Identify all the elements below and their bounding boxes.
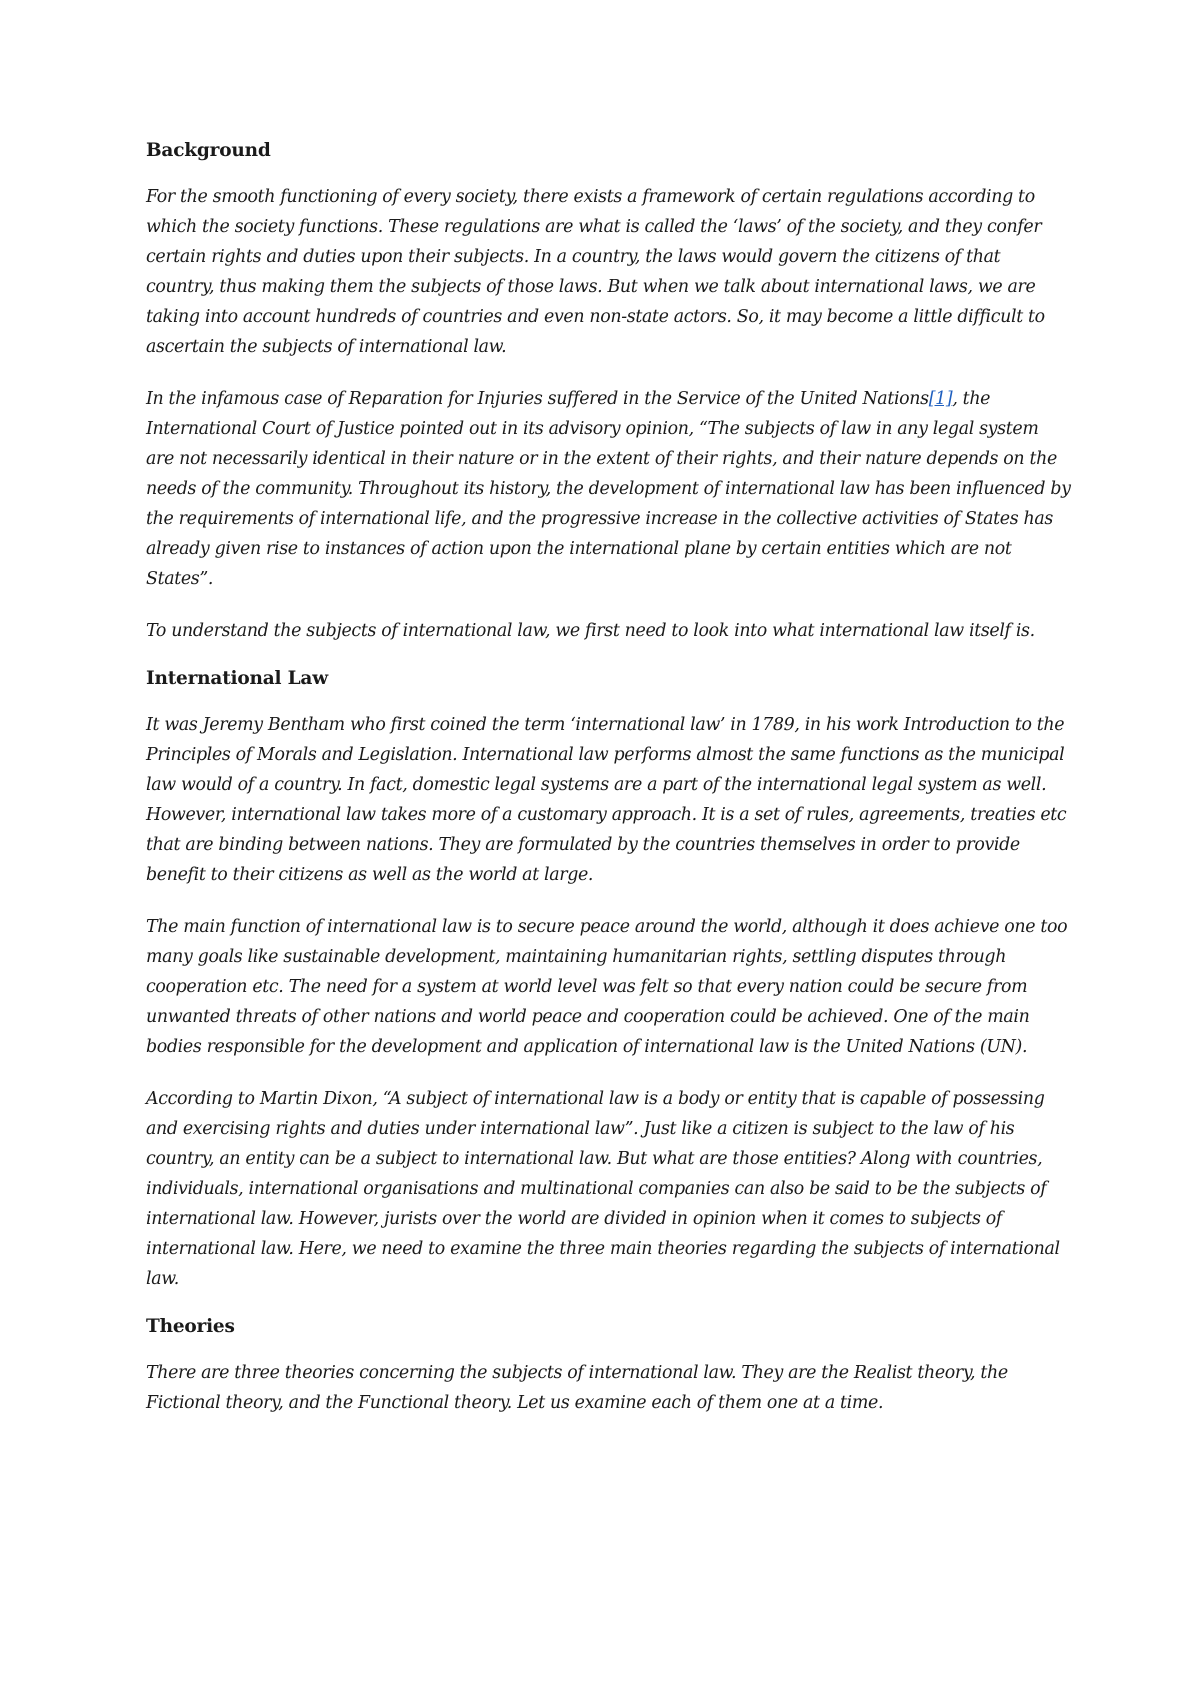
- paragraph-text: In the infamous case of Reparation for Injuries suffered in the Service of the United Nations: [146, 389, 929, 409]
- section-heading-theories: Theories: [146, 1316, 235, 1337]
- document-page: [146, 140, 1071, 1440]
- paragraph-background-1: For the smooth functioning of every society, there exists a framework of certain regulations according to which the society functions. These regulations are what is called the ‘laws’ of the society, and they confer certain rights and duties upon their subjects. In a country, the laws would govern the citizens of that country, thus making them the subjects of those laws. But when we talk about international laws, we are taking into account hundreds of countries and even non-state actors. So, it may become a little difficult to ascertain the subjects of international law.: [146, 187, 1045, 357]
- paragraph-text: , the International Court of Justice pointed out in its advisory opinion, “The subjects of law in any legal system are not necessarily identical in their nature or in the extent of their rights, and their nature depends on the needs of the community. Throughout its history, the development of international law has been influenced by the requirements of international life, and the progressive increase in the collective activities of States has already given rise to instances of action upon the international plane by certain entities which are not States”.: [146, 389, 1071, 589]
- paragraph-international-law-1: It was Jeremy Bentham who first coined the term ‘international law’ in 1789, in his work Introduction to the Principles of Morals and Legislation. International law performs almost the same functions as the municipal law would of a country. In fact, domestic legal systems are a part of the international legal system as well. However, international law takes more of a customary approach. It is a set of rules, agreements, treaties etc that are binding between nations. They are formulated by the countries themselves in order to provide benefit to their citizens as well as the world at large.: [146, 715, 1067, 885]
- paragraph-background-3: To understand the subjects of international law, we first need to look into what international law itself is.: [146, 621, 1035, 641]
- section-heading-background: Background: [146, 140, 271, 161]
- paragraph-background-2: [146, 384, 1071, 594]
- paragraph-international-law-3: According to Martin Dixon, “A subject of international law is a body or entity that is capable of possessing and exercising rights and duties under international law”. Just like a citizen is subject to the law of his country, an entity can be a subject to international law. But what are those entities? Along with countries, individuals, international organisations and multinational companies can also be said to be the subjects of international law. However, jurists over the world are divided in opinion when it comes to subjects of international law. Here, we need to examine the three main theories regarding the subjects of international law.: [146, 1089, 1060, 1289]
- paragraph-international-law-2: The main function of international law is to secure peace around the world, although it does achieve one too many goals like sustainable development, maintaining humanitarian rights, settling disputes through cooperation etc. The need for a system at world level was felt so that every nation could be secure from unwanted threats of other nations and world peace and cooperation could be achieved. One of the main bodies responsible for the development and application of international law is the United Nations (UN).: [146, 917, 1068, 1057]
- footnote-link[interactable]: [1]: [928, 389, 953, 409]
- paragraph-theories-1: There are three theories concerning the subjects of international law. They are the Realist theory, the Fictional theory, and the Functional theory. Let us examine each of them one at a time.: [146, 1363, 1008, 1413]
- section-heading-international-law: International Law: [146, 668, 328, 689]
